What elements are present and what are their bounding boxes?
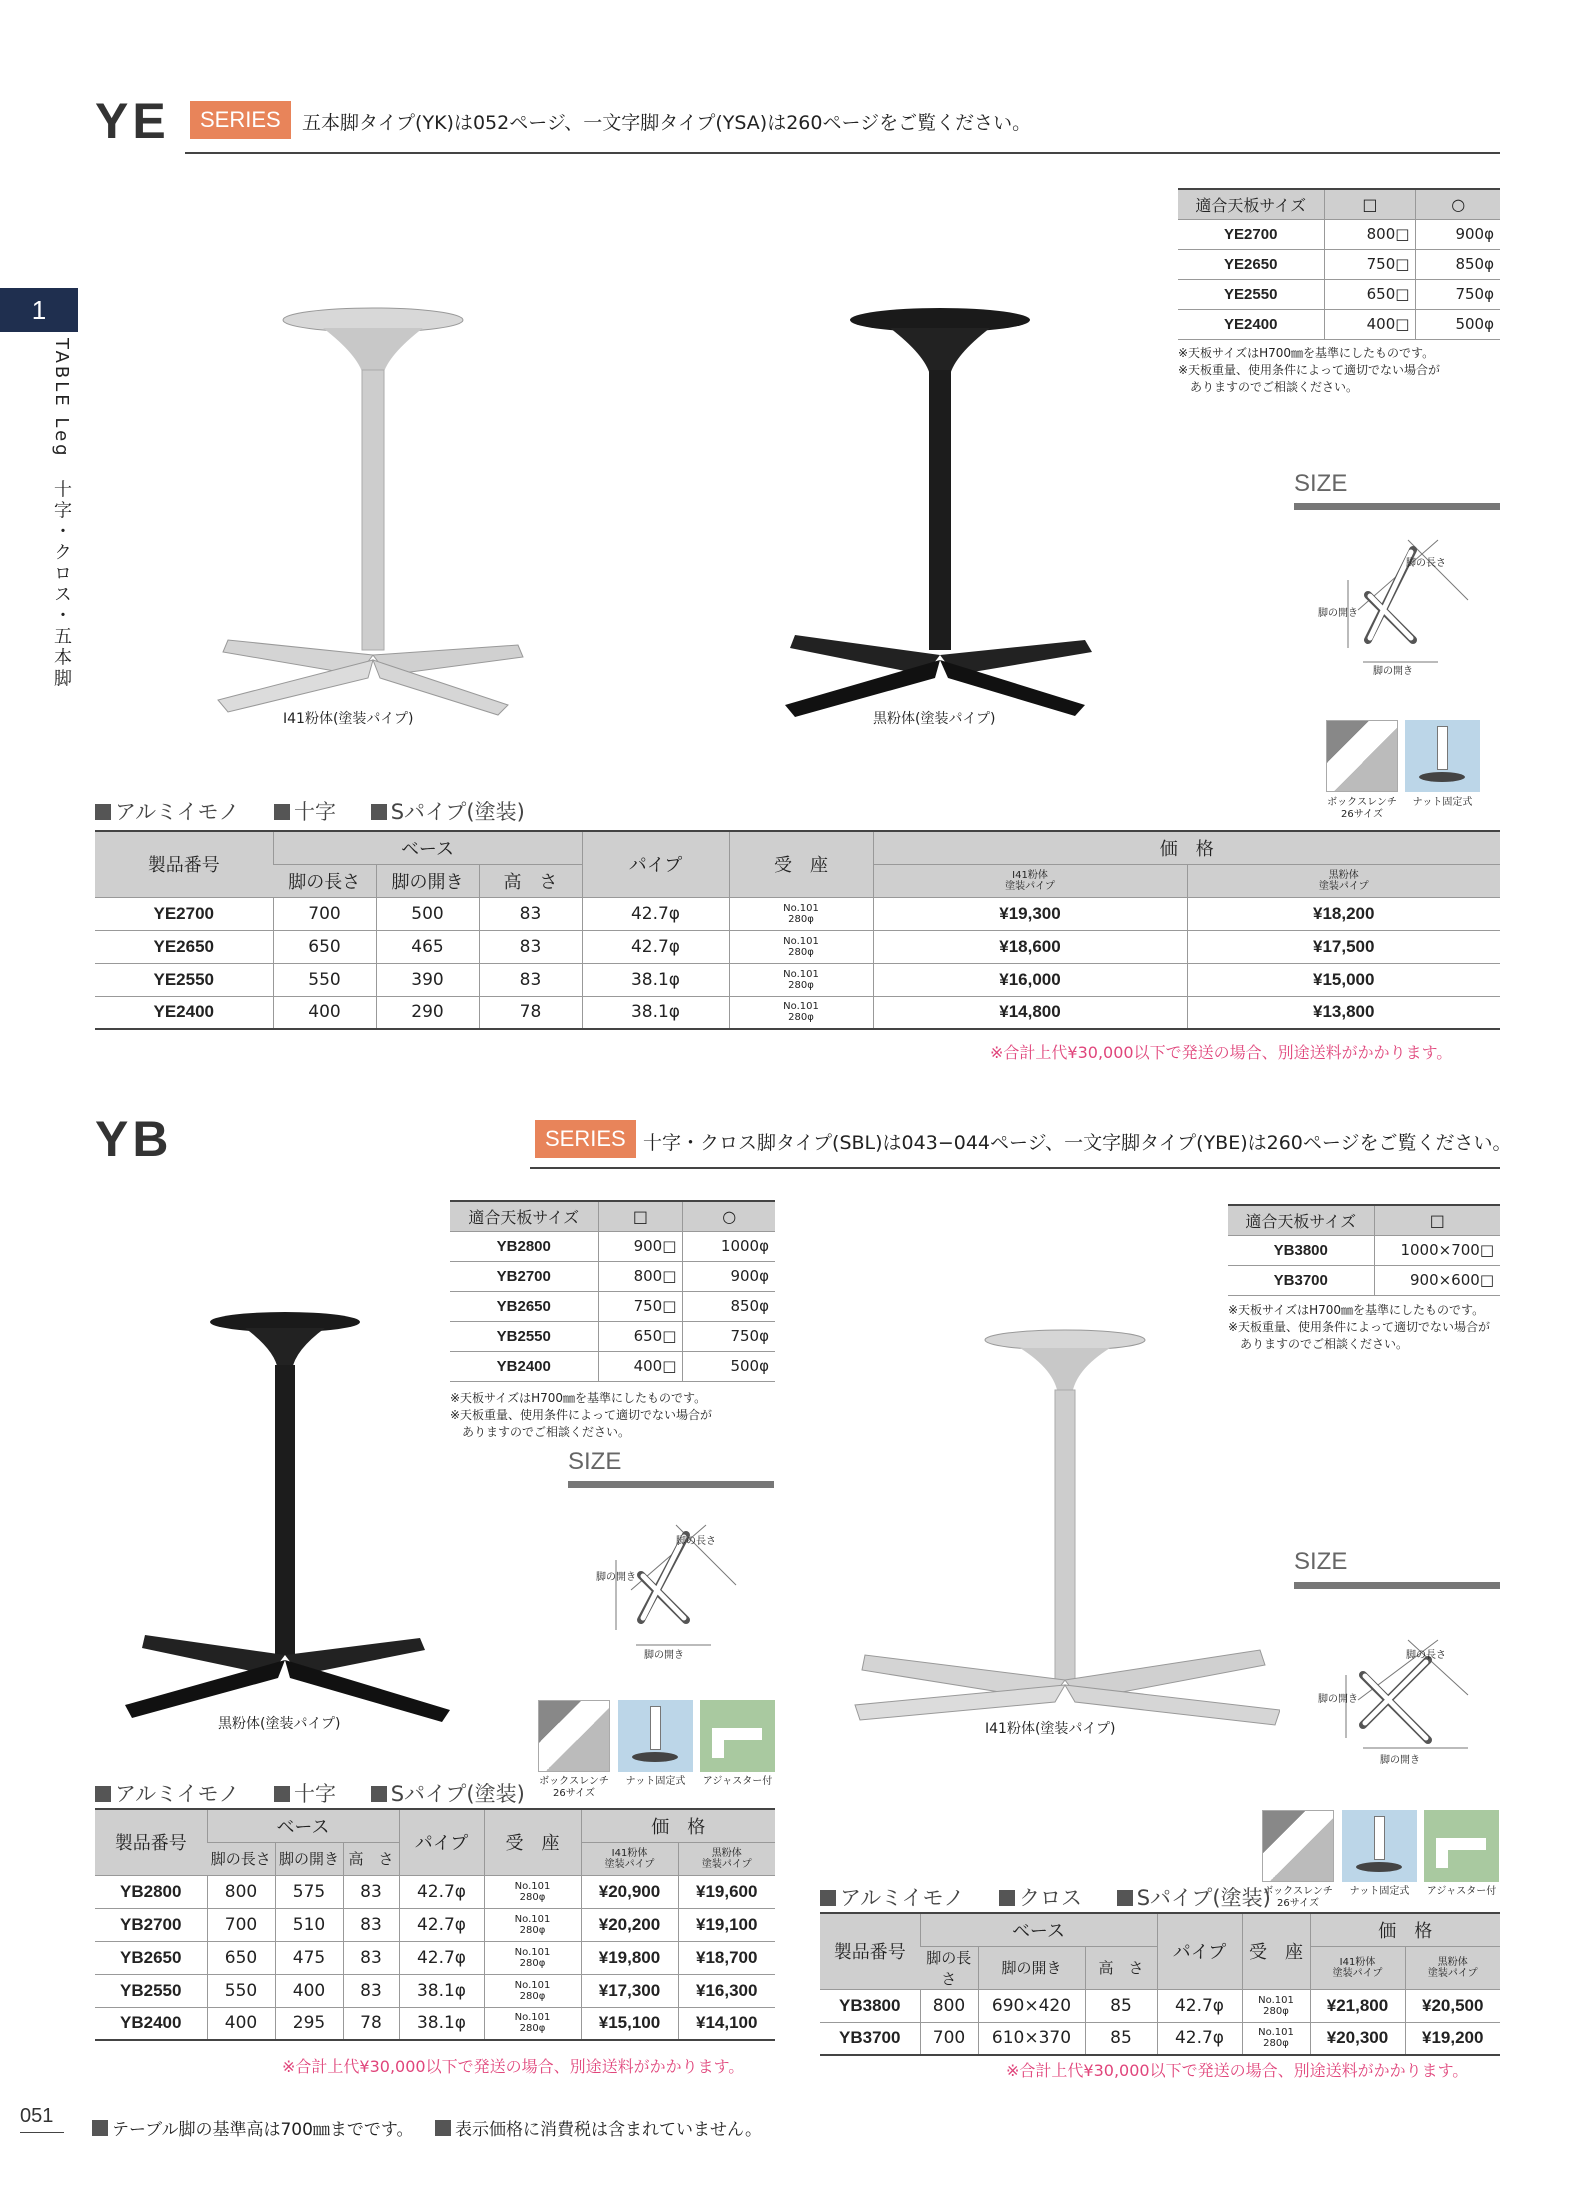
svg-text:脚の開き: 脚の開き (1318, 1694, 1358, 1705)
box-wrench-label: ボックスレンチ 26サイズ (1263, 1886, 1333, 1909)
fit-code: YB3700 (1228, 1265, 1374, 1295)
ye-description: 五本脚タイプ(YK)は052ページ、一文字脚タイプ(YSA)は260ページをご覧ください。 (302, 112, 1032, 134)
yb-spec-table-b-wrap (820, 1912, 1500, 2056)
yb-caption-silver: I41粉体(塗装パイプ) (985, 1721, 1116, 1737)
h-length: 脚の長さ (207, 1842, 275, 1875)
tag-shape: 十字 (274, 1778, 336, 1808)
price-black: ¥19,200 (1405, 2022, 1500, 2055)
note-line: ※天板サイズはH700㎜を基準にしたものです。 (1178, 346, 1435, 360)
table-row (95, 1941, 775, 1974)
note-line: ※天板重量、使用条件によって適切でない場合が (450, 1408, 713, 1422)
fit-square: 750□ (598, 1291, 683, 1321)
svg-text:脚の長さ: 脚の長さ (676, 1536, 716, 1547)
tag-shape: クロス (999, 1882, 1082, 1912)
leg-spread: 465 (376, 930, 479, 963)
footer-notes (92, 2115, 762, 2140)
yb-fit-table-b (1228, 1204, 1500, 1296)
seat-spec: No.101 280φ (729, 930, 873, 963)
fit-row (1178, 219, 1500, 249)
seat-spec: No.101 280φ (729, 996, 873, 1029)
fit-code: YB2650 (450, 1291, 598, 1321)
yb-size-bar-a (568, 1481, 774, 1488)
pipe-size: 42.7φ (399, 1908, 484, 1941)
pipe-size: 38.1φ (399, 1974, 484, 2007)
fit-code: YB2800 (450, 1231, 598, 1261)
h-pipe: パイプ (582, 831, 729, 897)
nut-fixed-label: ナット固定式 (625, 1776, 686, 1787)
price-silver: ¥18,600 (873, 930, 1187, 963)
ye-fit-table (1178, 188, 1500, 340)
yb-size-diagram-b (1318, 1630, 1478, 1770)
fit-row (1228, 1265, 1500, 1295)
box-wrench-icon (1262, 1810, 1334, 1882)
yb-spec-table-a-wrap (95, 1808, 775, 2041)
leg-length: 700 (273, 897, 376, 930)
base-height: 78 (343, 2007, 399, 2040)
seat-spec: No.101 280φ (484, 2007, 581, 2040)
leg-length: 700 (920, 2022, 978, 2055)
fit-code: YE2550 (1178, 279, 1324, 309)
fit-square: 1000×700□ (1374, 1235, 1500, 1265)
fit-row (1178, 279, 1500, 309)
table-row (820, 1989, 1500, 2022)
fit-square: 800□ (1324, 219, 1416, 249)
fit-round: 750φ (1416, 279, 1500, 309)
pipe-size: 38.1φ (582, 963, 729, 996)
svg-text:脚の長さ: 脚の長さ (1406, 1650, 1446, 1661)
fit-code: YE2650 (1178, 249, 1324, 279)
ye-spec-table (95, 830, 1500, 1030)
price-silver: ¥14,800 (873, 996, 1187, 1029)
base-height: 83 (343, 1875, 399, 1908)
product-code: YE2550 (95, 963, 273, 996)
ye-size-bar (1294, 503, 1500, 510)
nut-fixed-label: ナット固定式 (1349, 1886, 1410, 1897)
box-wrench-icon (1326, 720, 1398, 792)
pipe-size: 42.7φ (1157, 1989, 1242, 2022)
base-height: 83 (343, 1908, 399, 1941)
tag-material: アルミイモノ (820, 1882, 964, 1912)
h-base: ベース (920, 1913, 1157, 1946)
price-black: ¥18,200 (1187, 897, 1500, 930)
svg-text:脚の開き: 脚の開き (1373, 666, 1413, 677)
product-code: YB2550 (95, 1974, 207, 2007)
box-wrench-icon (538, 1700, 610, 1772)
base-height: 83 (479, 897, 582, 930)
note-line: ありますのでご相談ください。 (1178, 380, 1359, 394)
price-silver: ¥20,900 (581, 1875, 678, 1908)
table-row (95, 963, 1500, 996)
ye-notes (1178, 345, 1440, 396)
fit-round: 1000φ (683, 1231, 775, 1261)
yb-description: 十字・クロス脚タイプ(SBL)は043−044ページ、一文字脚タイプ(YBE)は260ページをご覧ください。 (643, 1132, 1512, 1154)
leg-spread: 390 (376, 963, 479, 996)
table-row (95, 1974, 775, 2007)
h-seat: 受 座 (729, 831, 873, 897)
seat-spec: No.101 280φ (729, 897, 873, 930)
price-silver: ¥17,300 (581, 1974, 678, 2007)
fit-round: 500φ (1416, 309, 1500, 339)
note-line: ありますのでご相談ください。 (450, 1425, 631, 1439)
yb-size-diagram-a (596, 1520, 746, 1665)
product-code: YB3800 (820, 1989, 920, 2022)
h-pipe: パイプ (399, 1809, 484, 1875)
yb-shipping-note-b: ※合計上代¥30,000以下で発送の場合、別途送料がかかります。 (1006, 2061, 1469, 2080)
fit-row (450, 1351, 775, 1381)
leg-spread: 500 (376, 897, 479, 930)
h-length: 脚の長さ (273, 864, 376, 897)
seat-spec: No.101 280φ (484, 1908, 581, 1941)
adjuster-icon (700, 1700, 775, 1772)
price-black: ¥15,000 (1187, 963, 1500, 996)
base-height: 83 (479, 930, 582, 963)
h-open: 脚の開き (376, 864, 479, 897)
pipe-size: 38.1φ (582, 996, 729, 1029)
leg-spread: 510 (275, 1908, 343, 1941)
yb-header-rule (530, 1167, 1500, 1169)
fit-header-square: □ (598, 1201, 683, 1231)
fit-code: YE2700 (1178, 219, 1324, 249)
pipe-size: 42.7φ (399, 1875, 484, 1908)
leg-length: 800 (920, 1989, 978, 2022)
ye-header-rule (185, 152, 1500, 154)
fit-square: 750□ (1324, 249, 1416, 279)
h-price-black: 黒粉体 塗装パイプ (1405, 1946, 1500, 1989)
yb-notes-a (450, 1390, 712, 1441)
fit-header: 適合天板サイズ (1228, 1205, 1374, 1235)
base-height: 78 (479, 996, 582, 1029)
price-silver: ¥15,100 (581, 2007, 678, 2040)
product-code: YE2700 (95, 897, 273, 930)
yb-size-title-b: SIZE (1294, 1548, 1348, 1575)
h-base: ベース (273, 831, 582, 864)
h-open: 脚の開き (275, 1842, 343, 1875)
ye-spec-table-wrap (95, 830, 1500, 1030)
pipe-size: 42.7φ (399, 1941, 484, 1974)
yb-spec-table-a (95, 1808, 775, 2041)
fit-row (450, 1321, 775, 1351)
price-silver: ¥20,200 (581, 1908, 678, 1941)
pipe-size: 38.1φ (399, 2007, 484, 2040)
leg-length: 700 (207, 1908, 275, 1941)
box-wrench-label: ボックスレンチ 26サイズ (1327, 797, 1397, 820)
yb-series-badge: SERIES (535, 1120, 636, 1158)
footer-note-1: テーブル脚の基準高は700㎜までです。 (92, 2120, 414, 2140)
note-line: ※天板重量、使用条件によって適切でない場合が (1228, 1320, 1491, 1334)
fit-code: YB2550 (450, 1321, 598, 1351)
ye-tags (95, 796, 553, 826)
side-tab-label: TABLE Leg 十字・クロス・五本脚 (51, 338, 72, 690)
base-height: 83 (343, 1941, 399, 1974)
tag-shape: 十字 (274, 796, 336, 826)
base-height: 85 (1085, 1989, 1157, 2022)
leg-length: 800 (207, 1875, 275, 1908)
seat-spec: No.101 280φ (1242, 2022, 1310, 2055)
table-row (95, 930, 1500, 963)
ye-series-code: YE (95, 93, 170, 149)
h-price-black: 黒粉体 塗装パイプ (678, 1842, 775, 1875)
table-row (820, 2022, 1500, 2055)
leg-spread: 610×370 (978, 2022, 1085, 2055)
yb-fit-table-a (450, 1200, 775, 1382)
pipe-size: 42.7φ (1157, 2022, 1242, 2055)
adjuster-icon (1424, 1810, 1499, 1882)
base-height: 83 (343, 1974, 399, 2007)
nut-fixed-label: ナット固定式 (1412, 797, 1473, 808)
yb-size-bar-b (1294, 1582, 1500, 1589)
tag-pipe: Sパイプ(塗装) (371, 1778, 525, 1808)
base-height: 83 (479, 963, 582, 996)
adjuster-label: アジャスター付 (1426, 1886, 1497, 1897)
fit-square: 900×600□ (1374, 1265, 1500, 1295)
product-code: YB2650 (95, 1941, 207, 1974)
h-height: 高 さ (1085, 1946, 1157, 1989)
tag-pipe: Sパイプ(塗装) (1117, 1882, 1271, 1912)
fit-code: YB3800 (1228, 1235, 1374, 1265)
tag-pipe: Sパイプ(塗装) (371, 796, 525, 826)
leg-length: 650 (273, 930, 376, 963)
fit-code: YB2700 (450, 1261, 598, 1291)
h-price: 価 格 (873, 831, 1500, 864)
fit-header-round: ○ (1416, 189, 1500, 219)
yb-shipping-note-a: ※合計上代¥30,000以下で発送の場合、別途送料がかかります。 (282, 2057, 745, 2076)
note-line: ※天板重量、使用条件によって適切でない場合が (1178, 363, 1441, 377)
fit-square: 900□ (598, 1231, 683, 1261)
h-seat: 受 座 (484, 1809, 581, 1875)
fit-round: 850φ (1416, 249, 1500, 279)
h-base: ベース (207, 1809, 399, 1842)
table-row (95, 1875, 775, 1908)
yb-tags-b (820, 1882, 1299, 1912)
seat-spec: No.101 280φ (1242, 1989, 1310, 2022)
h-code: 製品番号 (95, 1809, 207, 1875)
yb-caption-black: 黒粉体(塗装パイプ) (218, 1716, 341, 1732)
price-silver: ¥20,300 (1310, 2022, 1405, 2055)
leg-length: 550 (273, 963, 376, 996)
fit-header-round: ○ (683, 1201, 775, 1231)
yb-spec-table-b (820, 1912, 1500, 2056)
fit-row (450, 1261, 775, 1291)
fit-round: 500φ (683, 1351, 775, 1381)
yb-silver-leg-image (850, 1320, 1280, 1740)
box-wrench-label: ボックスレンチ 26サイズ (539, 1776, 609, 1799)
yb-tags-a (95, 1778, 553, 1808)
side-tab-number: 1 (0, 288, 78, 332)
price-black: ¥18,700 (678, 1941, 775, 1974)
price-black: ¥17,500 (1187, 930, 1500, 963)
fit-row (1228, 1235, 1500, 1265)
fit-code: YB2400 (450, 1351, 598, 1381)
leg-spread: 575 (275, 1875, 343, 1908)
h-code: 製品番号 (95, 831, 273, 897)
leg-length: 400 (207, 2007, 275, 2040)
pipe-size: 42.7φ (582, 897, 729, 930)
product-code: YB2700 (95, 1908, 207, 1941)
price-black: ¥19,100 (678, 1908, 775, 1941)
product-code: YB2800 (95, 1875, 207, 1908)
ye-caption-black: 黒粉体(塗装パイプ) (873, 711, 996, 727)
adjuster-label: アジャスター付 (702, 1776, 773, 1787)
nut-fixed-icon (1342, 1810, 1417, 1882)
fit-row (1178, 309, 1500, 339)
ye-size-diagram (1318, 530, 1478, 680)
svg-text:脚の長さ: 脚の長さ (1406, 558, 1446, 569)
fit-row (1178, 249, 1500, 279)
product-code: YE2400 (95, 996, 273, 1029)
fit-header: 適合天板サイズ (450, 1201, 598, 1231)
h-seat: 受 座 (1242, 1913, 1310, 1989)
fit-header: 適合天板サイズ (1178, 189, 1324, 219)
leg-spread: 295 (275, 2007, 343, 2040)
price-silver: ¥16,000 (873, 963, 1187, 996)
pipe-size: 42.7φ (582, 930, 729, 963)
h-height: 高 さ (343, 1842, 399, 1875)
price-silver: ¥21,800 (1310, 1989, 1405, 2022)
price-black: ¥13,800 (1187, 996, 1500, 1029)
yb-size-title-a: SIZE (568, 1448, 622, 1475)
fit-square: 400□ (1324, 309, 1416, 339)
fit-square: 400□ (598, 1351, 683, 1381)
fit-square: 800□ (598, 1261, 683, 1291)
seat-spec: No.101 280φ (484, 1875, 581, 1908)
price-silver: ¥19,800 (581, 1941, 678, 1974)
ye-size-title: SIZE (1294, 470, 1348, 497)
ye-shipping-note: ※合計上代¥30,000以下で発送の場合、別途送料がかかります。 (990, 1043, 1453, 1062)
table-row (95, 897, 1500, 930)
leg-spread: 690×420 (978, 1989, 1085, 2022)
h-price: 価 格 (581, 1809, 775, 1842)
fit-round: 750φ (683, 1321, 775, 1351)
svg-text:脚の開き: 脚の開き (1380, 1755, 1420, 1766)
h-price-silver: I41粉体 塗装パイプ (873, 864, 1187, 897)
ye-caption-silver: I41粉体(塗装パイプ) (283, 711, 414, 727)
tag-material: アルミイモノ (95, 1778, 239, 1808)
leg-spread: 475 (275, 1941, 343, 1974)
leg-length: 400 (273, 996, 376, 1029)
h-height: 高 さ (479, 864, 582, 897)
leg-length: 550 (207, 1974, 275, 2007)
leg-spread: 400 (275, 1974, 343, 2007)
note-line: ※天板サイズはH700㎜を基準にしたものです。 (1228, 1303, 1485, 1317)
ye-black-leg-image (780, 300, 1110, 720)
price-black: ¥20,500 (1405, 1989, 1500, 2022)
product-code: YB3700 (820, 2022, 920, 2055)
nut-fixed-icon (1405, 720, 1480, 792)
price-black: ¥19,600 (678, 1875, 775, 1908)
product-code: YE2650 (95, 930, 273, 963)
ye-silver-leg-image (208, 300, 538, 720)
base-height: 85 (1085, 2022, 1157, 2055)
page-number: 051 (20, 2105, 54, 2127)
svg-text:脚の開き: 脚の開き (644, 1650, 684, 1661)
h-price-silver: I41粉体 塗装パイプ (1310, 1946, 1405, 1989)
fit-square: 650□ (1324, 279, 1416, 309)
h-open: 脚の開き (978, 1946, 1085, 1989)
fit-row (450, 1231, 775, 1261)
leg-spread: 290 (376, 996, 479, 1029)
h-price-silver: I41粉体 塗装パイプ (581, 1842, 678, 1875)
table-row (95, 1908, 775, 1941)
leg-length: 650 (207, 1941, 275, 1974)
svg-text:脚の開き: 脚の開き (1318, 608, 1358, 619)
h-price-black: 黒粉体 塗装パイプ (1187, 864, 1500, 897)
price-black: ¥14,100 (678, 2007, 775, 2040)
seat-spec: No.101 280φ (484, 1974, 581, 2007)
svg-text:脚の開き: 脚の開き (596, 1572, 636, 1583)
price-black: ¥16,300 (678, 1974, 775, 2007)
fit-round: 900φ (1416, 219, 1500, 249)
fit-round: 850φ (683, 1291, 775, 1321)
price-silver: ¥19,300 (873, 897, 1187, 930)
fit-header-square: □ (1374, 1205, 1500, 1235)
note-line: ありますのでご相談ください。 (1228, 1337, 1409, 1351)
seat-spec: No.101 280φ (484, 1941, 581, 1974)
fit-code: YE2400 (1178, 309, 1324, 339)
note-line: ※天板サイズはH700㎜を基準にしたものです。 (450, 1391, 707, 1405)
ye-series-badge: SERIES (190, 101, 291, 139)
h-code: 製品番号 (820, 1913, 920, 1989)
nut-fixed-icon (618, 1700, 693, 1772)
fit-header-square: □ (1324, 189, 1416, 219)
fit-square: 650□ (598, 1321, 683, 1351)
yb-series-code: YB (95, 1111, 173, 1167)
fit-round: 900φ (683, 1261, 775, 1291)
table-row (95, 2007, 775, 2040)
product-code: YB2400 (95, 2007, 207, 2040)
footer-note-2: 表示価格に消費税は含まれていません。 (435, 2120, 762, 2140)
tag-material: アルミイモノ (95, 796, 239, 826)
h-price: 価 格 (1310, 1913, 1500, 1946)
yb-black-leg-image (120, 1310, 450, 1730)
fit-row (450, 1291, 775, 1321)
h-length: 脚の長さ (920, 1946, 978, 1989)
seat-spec: No.101 280φ (729, 963, 873, 996)
table-row (95, 996, 1500, 1029)
footer-rule (20, 2132, 64, 2133)
h-pipe: パイプ (1157, 1913, 1242, 1989)
